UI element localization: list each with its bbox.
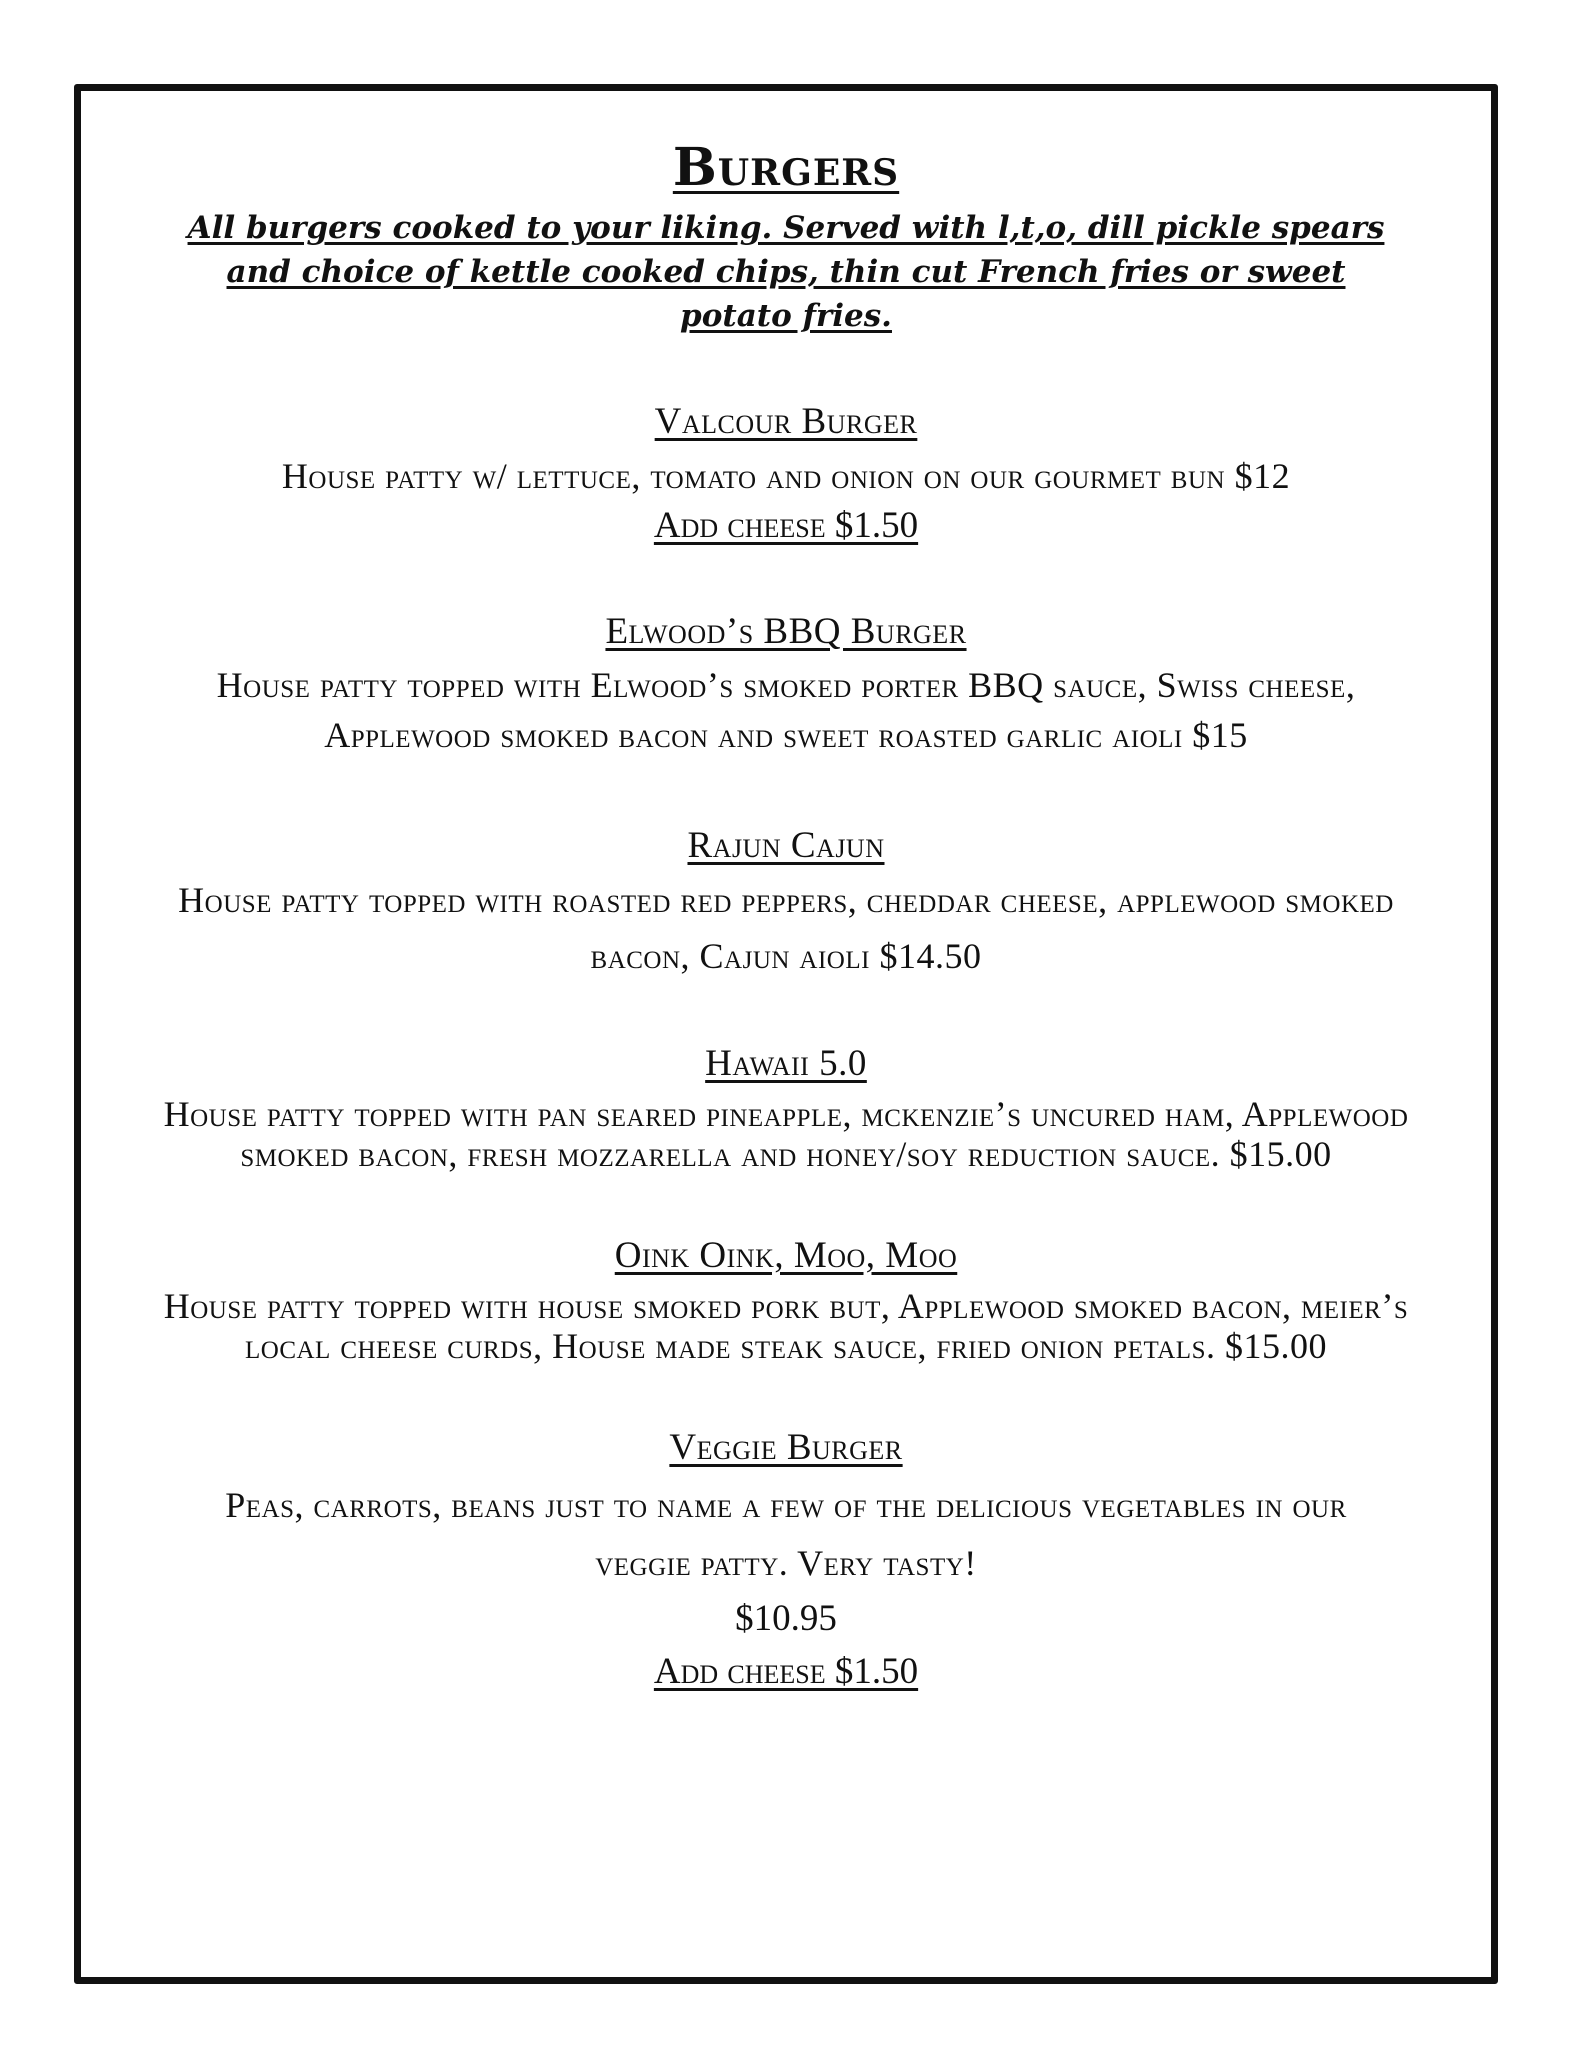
item-name: Hawaii 5.0 [705,1043,867,1084]
menu-item-rajun-cajun [74,820,1498,984]
item-description: House patty topped with roasted red peppers, cheddar cheese, applewood smoked bacon, Cajun aioli $14.50 [178,880,1394,976]
item-name: Rajun Cajun [687,825,885,866]
menu-item-veggie-burger [74,1422,1498,1698]
item-description: House patty w/ lettuce, tomato and onion on our gourmet bun $12 [281,456,1291,496]
menu-subtitle: All burgers cooked to your liking. Served with l,t,o, dill pickle spears and choice of kettle cooked chips, thin cut French fries or sweet potato fries. [187,210,1385,334]
item-name: Veggie Burger [669,1427,903,1468]
item-name: Elwood’s BBQ Burger [605,611,967,652]
menu-item-valcour-burger [74,396,1498,552]
menu-title: Burgers [672,137,900,198]
item-name: Valcour Burger [654,401,918,442]
item-description: House patty topped with pan seared pineapple, mckenzie’s uncured ham, Applewood smoked bacon, fresh mozzarella and honey/soy reduction sauce. $15.00 [163,1094,1409,1174]
item-price: $10.95 [735,1598,837,1639]
item-name: Oink Oink, Moo, Moo [614,1235,958,1276]
item-description: House patty topped with Elwood’s smoked porter BBQ sauce, Swiss cheese, Applewood smoked bacon and sweet roasted garlic aioli $15 [216,665,1356,755]
menu-item-oink-oink-moo-moo [74,1230,1498,1366]
item-addon: Add cheese $1.50 [653,1651,919,1692]
item-addon: Add cheese $1.50 [653,505,919,546]
menu-page [74,84,1498,1698]
menu-item-hawaii-5 [74,1038,1498,1174]
menu-item-elwoods-bbq-burger [74,606,1498,760]
item-description: House patty topped with house smoked pork but, Applewood smoked bacon, meier’s local cheese curds, House made steak sauce, fried onion petals. $15.00 [163,1286,1409,1366]
item-description: Peas, carrots, beans just to name a few of the delicious vegetables in our veggie patty. Very tasty! [225,1485,1347,1583]
